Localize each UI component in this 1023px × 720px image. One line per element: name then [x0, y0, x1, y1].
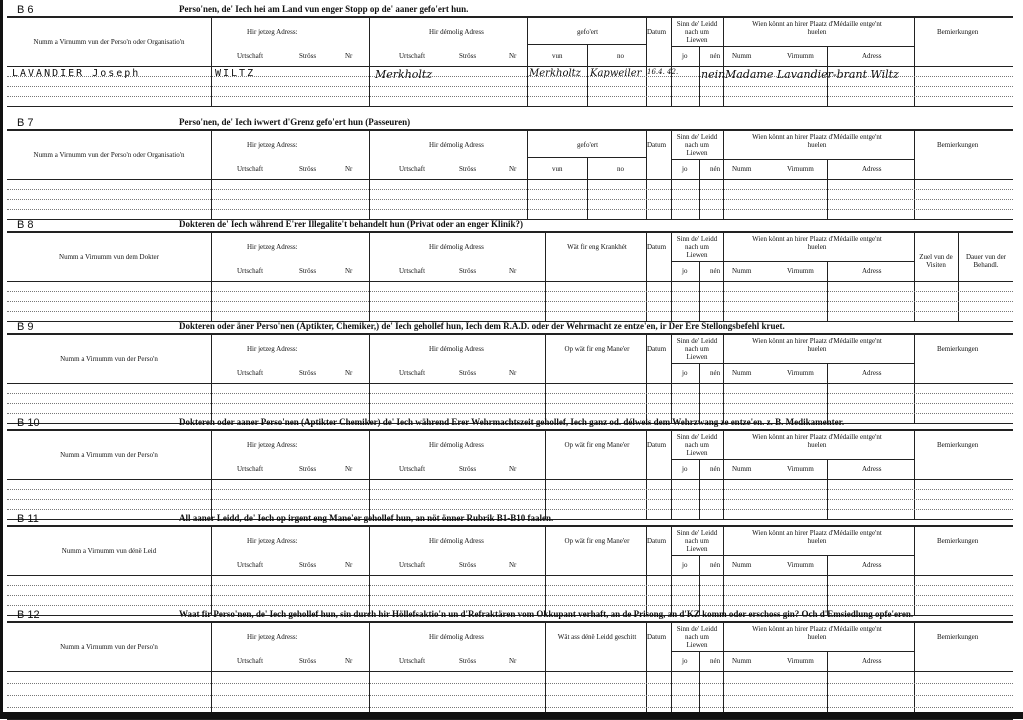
remarks-header: Bemierkungen [937, 345, 979, 353]
section-title: Dokteren de' Iech während E'rer Illegalite't behandelt hun (Privat oder an enger Klinik?) [179, 219, 524, 229]
entry-row-line [7, 509, 1013, 510]
sense-no-header: nén [710, 369, 721, 377]
entry-medal: Madame Lavandier-brant Wiltz [725, 68, 899, 81]
section-title: Dokteren oder aaner Perso'nen (Aptikter Chemiker) de' Iech während Erer Wehrmachtszeit gehollef, Iech ganz od. délweis dem Wehrzwang ze entze'en. z. B. Medikamenter. [179, 417, 845, 427]
section-grid [7, 17, 1013, 107]
medal-header: Wien könnt an hirer Plaatz d'Médaille entge'nt huelen [752, 529, 882, 545]
medal-firstname-header: Virnumm [787, 369, 814, 377]
date-header: Datum [647, 441, 667, 449]
sense-yes-header: jo [682, 52, 688, 60]
section-grid [7, 130, 1013, 220]
entry-sense: nein [701, 68, 726, 81]
name-column-header: Numm a Virnumm vun der Perso'n [60, 355, 158, 363]
entry-row-line [7, 595, 1013, 596]
entry-row-line [7, 707, 1013, 708]
entry-row-line [7, 291, 1013, 292]
current-number-header: Nr [345, 465, 353, 473]
medal-header: Wien könnt an hirer Plaatz d'Médaille entge'nt huelen [752, 337, 882, 353]
current-street-header: Ströss [299, 561, 317, 569]
sense-header: Sinn de' Leidd nach um Liewen [676, 337, 718, 361]
current-street-header: Ströss [299, 369, 317, 377]
entry-row-line [7, 209, 1013, 210]
former-street-header: Ströss [459, 561, 477, 569]
header-rule [7, 281, 1013, 282]
column-divider [914, 527, 915, 615]
column-divider [723, 233, 724, 321]
current-number-header: Nr [345, 657, 353, 665]
current-address-header: Hir jetzeg Adress: [247, 141, 298, 149]
column-divider [699, 261, 700, 321]
former-place-header: Urtschaft [399, 657, 426, 665]
section-9 [7, 321, 1013, 423]
hidden-header: gefo'ert [577, 141, 599, 149]
header-rule [723, 651, 914, 652]
sense-no-header: nén [710, 465, 721, 473]
header-rule [671, 46, 723, 47]
medal-header: Wien könnt an hirer Plaatz d'Médaille entge'nt huelen [752, 133, 882, 149]
former-place-header: Urtschaft [399, 52, 426, 60]
current-address-header: Hir jetzeg Adress: [247, 345, 298, 353]
current-number-header: Nr [345, 267, 353, 275]
header-rule [723, 459, 914, 460]
former-street-header: Ströss [459, 465, 477, 473]
former-number-header: Nr [509, 369, 517, 377]
medal-address-header: Adress [862, 465, 882, 473]
section-8 [7, 219, 1013, 321]
former-address-header: Hir démolig Adress [429, 141, 484, 149]
former-number-header: Nr [509, 561, 517, 569]
column-divider [369, 131, 370, 219]
header-rule [7, 383, 1013, 384]
column-divider [699, 651, 700, 719]
sense-header: Sinn de' Leidd nach um Liewen [676, 529, 718, 553]
section-title-bar [7, 4, 1013, 17]
sense-header: Sinn de' Leidd nach um Liewen [676, 133, 718, 157]
header-rule [671, 459, 723, 460]
medal-address-header: Adress [862, 52, 882, 60]
section-title-bar [7, 321, 1013, 334]
section-grid [7, 526, 1013, 616]
current-place-header: Urtschaft [237, 165, 264, 173]
column-divider [827, 459, 828, 519]
medal-firstname-header: Virnumm [787, 267, 814, 275]
sense-yes-header: jo [682, 267, 688, 275]
column-divider [369, 18, 370, 106]
sense-yes-header: jo [682, 165, 688, 173]
header-rule [723, 261, 914, 262]
former-number-header: Nr [509, 267, 517, 275]
sense-yes-header: jo [682, 561, 688, 569]
section-title: Dokteren oder äner Perso'nen (Aptikter, Chemiker,) de' Iech gehollef hun, Iech dem R.A.D. oder der Wehrmacht ze entze'en, ir Der Ere Stellongsbefehl kruet. [179, 321, 785, 331]
visits-header: Zuel vun de Visiten [919, 253, 953, 269]
section-grid [7, 334, 1013, 424]
bottom-scan-edge [0, 712, 1023, 719]
date-header: Datum [647, 537, 667, 545]
column-divider [914, 431, 915, 519]
section-code: B 9 [17, 321, 34, 333]
medal-surname-header: Numm [732, 465, 752, 473]
current-address-header: Hir jetzeg Adress: [247, 537, 298, 545]
former-place-header: Urtschaft [399, 369, 426, 377]
medal-address-header: Adress [862, 267, 882, 275]
column-divider [211, 527, 212, 615]
column-divider [545, 335, 546, 423]
left-scan-edge [0, 0, 3, 719]
date-header: Datum [647, 243, 667, 251]
header-rule [723, 159, 914, 160]
column-divider [958, 233, 959, 321]
column-three-header: Wät ass dénë Leidd geschitt [557, 633, 637, 641]
entry-name: LAVANDIER Joseph [12, 68, 141, 79]
current-place-header: Urtschaft [237, 561, 264, 569]
column-divider [369, 335, 370, 423]
former-place-header: Urtschaft [399, 267, 426, 275]
current-street-header: Ströss [299, 465, 317, 473]
former-address-header: Hir démolig Adress [429, 28, 484, 36]
column-divider [545, 527, 546, 615]
entry-row-line [7, 695, 1013, 696]
section-grid [7, 622, 1013, 720]
column-divider [671, 527, 672, 615]
column-three-header: Op wät fir eng Mane'er [564, 441, 630, 449]
header-rule [7, 66, 1013, 67]
name-column-header: Numm a Virnumm vun der Perso'n [60, 451, 158, 459]
former-place-header: Urtschaft [399, 165, 426, 173]
section-code: B 11 [17, 513, 39, 525]
section-title: Perso'nen, de' Iech hei am Land vun enger Stopp op de' aaner gefo'ert hun. [179, 4, 469, 14]
entry-row-line [7, 499, 1013, 500]
medal-firstname-header: Virnumm [787, 561, 814, 569]
medal-surname-header: Numm [732, 267, 752, 275]
medal-address-header: Adress [862, 369, 882, 377]
medal-surname-header: Numm [732, 657, 752, 665]
column-divider [699, 363, 700, 423]
header-rule [671, 261, 723, 262]
column-divider [827, 651, 828, 719]
date-header: Datum [647, 345, 667, 353]
current-number-header: Nr [345, 561, 353, 569]
from-header: vun [552, 52, 563, 60]
entry-row-line [7, 189, 1013, 190]
former-street-header: Ströss [459, 52, 477, 60]
section-title-bar [7, 219, 1013, 232]
medal-surname-header: Numm [732, 369, 752, 377]
column-divider [723, 131, 724, 219]
former-street-header: Ströss [459, 165, 477, 173]
section-title-bar [7, 513, 1013, 526]
section-code: B 10 [17, 417, 40, 429]
column-divider [827, 261, 828, 321]
remarks-header: Bemierkungen [937, 141, 979, 149]
column-three-header: Wät fir eng Krankhét [567, 243, 627, 251]
sense-header: Sinn de' Leidd nach um Liewen [676, 20, 718, 44]
column-divider [545, 233, 546, 321]
sense-no-header: nén [710, 561, 721, 569]
remarks-header: Bemierkungen [937, 28, 979, 36]
header-rule [671, 159, 723, 160]
entry-row-line [7, 605, 1013, 606]
section-title-bar [7, 417, 1013, 430]
section-7 [7, 117, 1013, 219]
sense-header: Sinn de' Leidd nach um Liewen [676, 433, 718, 457]
medal-surname-header: Numm [732, 561, 752, 569]
name-column-header: Numm a Virnumm vun der Perso'n [60, 643, 158, 651]
entry-row-line [7, 585, 1013, 586]
column-divider [527, 18, 528, 106]
column-three-header: Op wät fir eng Mane'er [564, 537, 630, 545]
column-divider [914, 335, 915, 423]
column-divider [723, 527, 724, 615]
column-divider [211, 233, 212, 321]
column-divider [914, 131, 915, 219]
medal-address-header: Adress [862, 165, 882, 173]
former-address-header: Hir démolig Adress [429, 441, 484, 449]
column-divider [827, 555, 828, 615]
former-number-header: Nr [509, 465, 517, 473]
to-header: no [617, 165, 624, 173]
name-column-header: Numm a Virnumm vun der Perso'n oder Organisatio'n [33, 151, 185, 159]
duration-header: Dauer vun der Behandl. [965, 253, 1007, 269]
former-place-header: Urtschaft [399, 465, 426, 473]
section-code: B 6 [17, 4, 34, 16]
column-divider [587, 157, 588, 219]
former-number-header: Nr [509, 657, 517, 665]
column-divider [671, 431, 672, 519]
column-divider [587, 44, 588, 106]
entry-row-line [7, 403, 1013, 404]
header-rule [671, 555, 723, 556]
entry-row-line [7, 311, 1013, 312]
entry-row-line [7, 683, 1013, 684]
column-divider [369, 233, 370, 321]
medal-surname-header: Numm [732, 165, 752, 173]
section-title-bar [7, 609, 1013, 622]
name-column-header: Numm a Virnumm vun dem Dokter [59, 253, 159, 261]
section-code: B 8 [17, 219, 34, 231]
column-divider [699, 159, 700, 219]
current-address-header: Hir jetzeg Adress: [247, 441, 298, 449]
medal-firstname-header: Virnumm [787, 165, 814, 173]
former-address-header: Hir démolig Adress [429, 243, 484, 251]
column-divider [211, 431, 212, 519]
former-number-header: Nr [509, 52, 517, 60]
entry-former-place: Merkholtz [375, 68, 433, 81]
section-6 [7, 4, 1013, 106]
medal-surname-header: Numm [732, 52, 752, 60]
column-divider [699, 46, 700, 106]
section-11 [7, 513, 1013, 615]
column-divider [211, 131, 212, 219]
current-address-header: Hir jetzeg Adress: [247, 633, 298, 641]
section-code: B 7 [17, 117, 34, 129]
section-12 [7, 609, 1013, 719]
column-divider [671, 233, 672, 321]
medal-header: Wien könnt an hirer Plaatz d'Médaille entge'nt huelen [752, 433, 882, 449]
current-street-header: Ströss [299, 267, 317, 275]
remarks-header: Bemierkungen [937, 537, 979, 545]
column-divider [545, 431, 546, 519]
from-header: vun [552, 165, 563, 173]
column-divider [827, 159, 828, 219]
header-rule [7, 575, 1013, 576]
date-header: Datum [647, 28, 667, 36]
section-title: Waat fir Perso'nen, de' Iech gehollef hun, sin durch hir Höllefsaktio'n un d'Refraktären vom Okkupant verhaft, an de Prisong, an d'KZ komm oder erschoss gin? Och d'Emsiedlung opfe'eren. [179, 609, 914, 619]
column-divider [211, 335, 212, 423]
date-header: Datum [647, 141, 667, 149]
medal-header: Wien könnt an hirer Plaatz d'Médaille entge'nt huelen [752, 20, 882, 36]
sense-no-header: nén [710, 165, 721, 173]
column-divider [369, 527, 370, 615]
former-place-header: Urtschaft [399, 561, 426, 569]
entry-row-line [7, 489, 1013, 490]
medal-header: Wien könnt an hirer Plaatz d'Médaille entge'nt huelen [752, 235, 882, 251]
entry-row-line [7, 86, 1013, 87]
former-address-header: Hir démolig Adress [429, 537, 484, 545]
sense-yes-header: jo [682, 369, 688, 377]
current-street-header: Ströss [299, 52, 317, 60]
current-address-header: Hir jetzeg Adress: [247, 28, 298, 36]
sense-no-header: nén [710, 52, 721, 60]
medal-firstname-header: Virnumm [787, 465, 814, 473]
current-street-header: Ströss [299, 165, 317, 173]
entry-date: 16.4. 42. [647, 68, 679, 76]
to-header: no [617, 52, 624, 60]
sense-header: Sinn de' Leidd nach um Liewen [676, 625, 718, 649]
entry-to: Kapweiler [590, 68, 642, 79]
entry-current-place: WILTZ [215, 68, 256, 79]
column-divider [527, 131, 528, 219]
medal-header: Wien könnt an hirer Plaatz d'Médaille entge'nt huelen [752, 625, 882, 641]
medal-address-header: Adress [862, 657, 882, 665]
sense-yes-header: jo [682, 657, 688, 665]
current-place-header: Urtschaft [237, 267, 264, 275]
header-rule [7, 671, 1013, 672]
entry-row-line [7, 301, 1013, 302]
column-divider [211, 18, 212, 106]
header-rule [723, 555, 914, 556]
remarks-header: Bemierkungen [937, 441, 979, 449]
former-address-header: Hir démolig Adress [429, 633, 484, 641]
current-place-header: Urtschaft [237, 369, 264, 377]
current-street-header: Ströss [299, 657, 317, 665]
former-number-header: Nr [509, 165, 517, 173]
column-divider [699, 555, 700, 615]
column-divider [699, 459, 700, 519]
current-place-header: Urtschaft [237, 657, 264, 665]
sense-no-header: nén [710, 267, 721, 275]
current-number-header: Nr [345, 369, 353, 377]
header-rule [7, 479, 1013, 480]
sense-header: Sinn de' Leidd nach um Liewen [676, 235, 718, 259]
column-divider [723, 431, 724, 519]
section-title: All aaner Leidd, de' Iech op irgent eng Mane'er gehollef hun, an nöt önner Rubrik B1-B10 faalen. [179, 513, 554, 523]
name-column-header: Numm a Virnumm vun dénë Leid [61, 547, 157, 555]
entry-row-line [7, 199, 1013, 200]
remarks-header: Bemierkungen [937, 633, 979, 641]
header-rule [7, 179, 1013, 180]
column-divider [671, 131, 672, 219]
section-grid [7, 430, 1013, 520]
column-divider [723, 335, 724, 423]
section-title: Perso'nen, de' Iech iwwert d'Grenz gefo'ert hun (Passeuren) [179, 117, 411, 127]
medal-address-header: Adress [862, 561, 882, 569]
column-divider [914, 233, 915, 321]
column-divider [671, 18, 672, 106]
former-street-header: Ströss [459, 657, 477, 665]
current-address-header: Hir jetzeg Adress: [247, 243, 298, 251]
column-divider [723, 18, 724, 106]
header-rule [671, 651, 723, 652]
current-number-header: Nr [345, 165, 353, 173]
entry-row-line [7, 393, 1013, 394]
section-grid [7, 232, 1013, 322]
current-place-header: Urtschaft [237, 52, 264, 60]
name-column-header: Numm a Virnumm vun der Perso'n oder Organisatio'n [33, 38, 185, 46]
medal-firstname-header: Virnumm [787, 657, 814, 665]
header-rule [723, 363, 914, 364]
sense-no-header: nén [710, 657, 721, 665]
section-code: B 12 [17, 609, 40, 621]
section-title-bar [7, 117, 1013, 130]
medal-firstname-header: Virnumm [787, 52, 814, 60]
column-divider [369, 431, 370, 519]
section-10 [7, 417, 1013, 519]
date-header: Datum [647, 633, 667, 641]
former-street-header: Ströss [459, 267, 477, 275]
header-rule [723, 46, 914, 47]
column-divider [827, 363, 828, 423]
entry-row-line [7, 413, 1013, 414]
hidden-header: gefo'ert [577, 28, 599, 36]
entry-row-line [7, 96, 1013, 97]
column-three-header: Op wät fir eng Mane'er [564, 345, 630, 353]
sense-yes-header: jo [682, 465, 688, 473]
column-divider [671, 335, 672, 423]
former-address-header: Hir démolig Adress [429, 345, 484, 353]
entry-from: Merkholtz [529, 68, 581, 79]
former-street-header: Ströss [459, 369, 477, 377]
column-divider [914, 18, 915, 106]
current-number-header: Nr [345, 52, 353, 60]
current-place-header: Urtschaft [237, 465, 264, 473]
header-rule [671, 363, 723, 364]
